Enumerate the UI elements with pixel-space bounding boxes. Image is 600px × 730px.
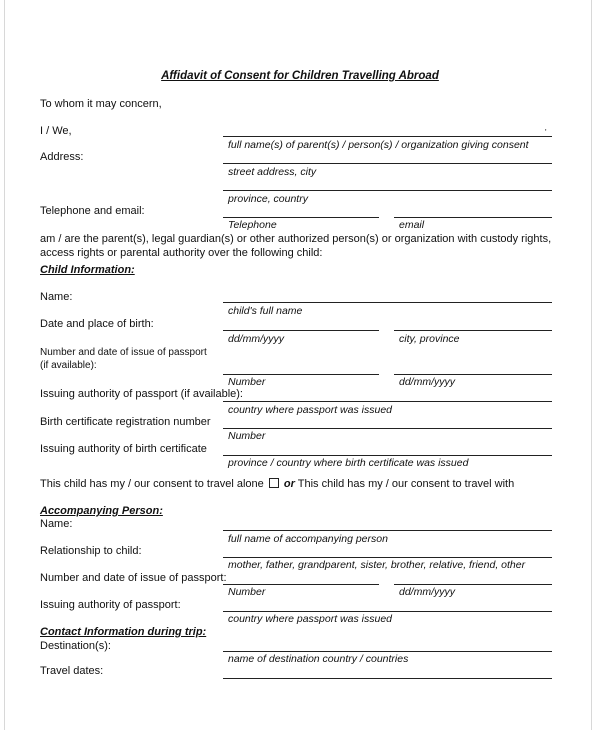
- child-name-caption: child's full name: [228, 305, 303, 317]
- address-label: Address:: [40, 151, 84, 163]
- passport-label: Number and date of issue of passport (if available):: [40, 347, 207, 371]
- passport-authority-line[interactable]: [223, 401, 552, 402]
- relationship-caption: mother, father, grandparent, sister, brother, relative, friend, other: [228, 559, 526, 571]
- passport-country-caption: country where passport was issued: [228, 404, 392, 416]
- passport-date-line[interactable]: [394, 374, 552, 375]
- passport-number-caption: Number: [228, 376, 266, 388]
- birth-cert-line[interactable]: [223, 428, 552, 429]
- contact-information-heading: Contact Information during trip:: [40, 626, 207, 638]
- dob-caption: dd/mm/yyyy: [228, 333, 285, 345]
- birth-cert-authority-label: Issuing authority of birth certificate: [40, 443, 207, 455]
- province-line[interactable]: [223, 190, 552, 191]
- dob-line[interactable]: [223, 330, 379, 331]
- telephone-email-label: Telephone and email:: [40, 205, 145, 217]
- accompanying-number-caption: Number: [228, 586, 266, 598]
- street-caption: street address, city: [228, 166, 317, 178]
- destinations-line[interactable]: [223, 651, 552, 652]
- accompanying-passport-date-line[interactable]: [394, 584, 552, 585]
- birth-cert-authority-caption: province / country where birth certificate was issued: [228, 457, 469, 469]
- telephone-line[interactable]: [223, 217, 379, 218]
- relationship-line[interactable]: [223, 557, 552, 558]
- accompanying-country-caption: country where passport was issued: [228, 613, 392, 625]
- child-name-line[interactable]: [223, 302, 552, 303]
- birth-cert-number-caption: Number: [228, 430, 266, 442]
- document-title: Affidavit of Consent for Children Travelling Abroad: [161, 70, 439, 82]
- greeting: To whom it may concern,: [40, 98, 162, 110]
- child-name-label: Name:: [40, 291, 73, 303]
- accompanying-name-caption: full name of accompanying person: [228, 533, 388, 545]
- email-line[interactable]: [394, 217, 552, 218]
- destination-caption: name of destination country / countries: [228, 653, 409, 665]
- travel-with-text: This child has my / our consent to travel with: [297, 478, 515, 490]
- accompanying-name-line[interactable]: [223, 530, 552, 531]
- city-province-caption: city, province: [399, 333, 460, 345]
- birth-label: Date and place of birth:: [40, 318, 154, 330]
- accompanying-authority-line[interactable]: [223, 611, 552, 612]
- tick-mark: ': [545, 128, 547, 137]
- travel-alone-checkbox[interactable]: [269, 478, 279, 488]
- passport-authority-label: Issuing authority of passport (if available):: [40, 388, 243, 400]
- full-names-line[interactable]: [223, 136, 552, 137]
- birth-cert-label: Birth certificate registration number: [40, 416, 211, 428]
- relationship-label: Relationship to child:: [40, 545, 142, 557]
- street-line[interactable]: [223, 163, 552, 164]
- destinations-label: Destination(s):: [40, 640, 111, 652]
- child-information-heading: Child Information:: [40, 264, 135, 276]
- accompanying-passport-number-line[interactable]: [223, 584, 379, 585]
- accompanying-date-caption: dd/mm/yyyy: [399, 586, 456, 598]
- accompanying-person-heading: Accompanying Person:: [40, 505, 163, 517]
- accompanying-name-label: Name:: [40, 518, 73, 530]
- telephone-caption: Telephone: [228, 219, 277, 231]
- i-we-label: I / We,: [40, 125, 72, 137]
- passport-number-line[interactable]: [223, 374, 379, 375]
- passport-date-caption: dd/mm/yyyy: [399, 376, 456, 388]
- full-names-caption: full name(s) of parent(s) / person(s) / organization giving consent: [228, 139, 529, 151]
- or-text: or: [283, 478, 295, 490]
- custody-statement: am / are the parent(s), legal guardian(s) or other authorized person(s) or organization with custody rights, access rights or parental authority over the following child:: [40, 233, 552, 259]
- birth-cert-authority-line[interactable]: [223, 455, 552, 456]
- birthplace-line[interactable]: [394, 330, 552, 331]
- travel-consent-line: [40, 478, 514, 490]
- travel-dates-line[interactable]: [223, 678, 552, 679]
- travel-dates-label: Travel dates:: [40, 665, 104, 677]
- accompanying-passport-label: Number and date of issue of passport:: [40, 572, 227, 584]
- accompanying-authority-label: Issuing authority of passport:: [40, 599, 181, 611]
- email-caption: email: [399, 219, 425, 231]
- province-caption: province, country: [228, 193, 308, 205]
- travel-alone-text: This child has my / our consent to travel alone: [40, 478, 264, 490]
